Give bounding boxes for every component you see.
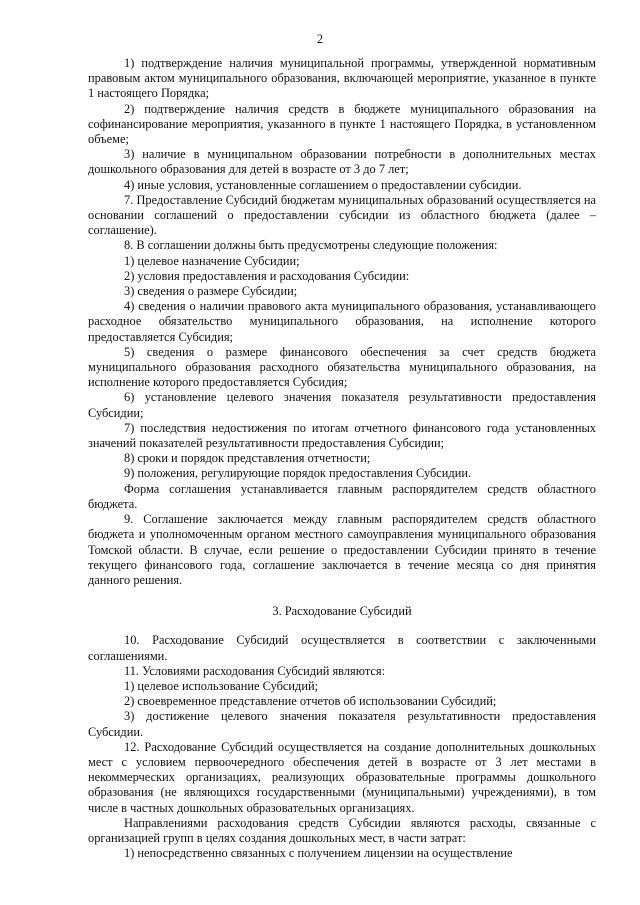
paragraph: 2) условия предоставления и расходования Субсидии: — [124, 268, 410, 283]
paragraph: 3) достижение целевого значения показателя результативности предоставления Субсидии. — [88, 709, 596, 739]
paragraph: 11. Условиями расходования Субсидий являются: — [124, 663, 386, 678]
paragraph: 6) установление целевого значения показателя результативности предоставления Субсидии; — [88, 390, 596, 420]
paragraph: 8. В соглашении должны быть предусмотрены следующие положения: — [124, 238, 498, 253]
document-body — [88, 56, 596, 861]
paragraph: 3) наличие в муниципальном образовании потребности в дополнительных местах дошкольного образования для детей в возрасте от 3 до 7 лет; — [88, 147, 596, 177]
page-number: 2 — [316, 32, 324, 46]
paragraph: 5) сведения о размере финансового обеспечения за счет средств бюджета муниципального образования расходного обязательства муниципального образования, на исполнение которого предоставляется Субсидия; — [88, 344, 596, 390]
paragraph: 7) последствия недостижения по итогам отчетного финансового года установленных значений показателей результативности предоставления Субсидии; — [88, 420, 596, 451]
paragraph: 1) целевое использование Субсидий; — [124, 678, 319, 693]
paragraph: 1) непосредственно связанных с получением лицензии на осуществление — [124, 846, 513, 861]
paragraph: 12. Расходование Субсидий осуществляется на создание дополнительных дошкольных мест с условием первоочередного обеспечения детей в возрасте от 3 лет местами в некоммерческих организациях, реализующих образовательные программы дошкольного образования (не являющихся государственными (муниципальными) учреждениями), в том числе в частных дошкольных образовательных организациях. — [88, 739, 596, 815]
paragraph: 8) сроки и порядок представления отчетности; — [124, 451, 371, 466]
paragraph: Направлениями расходования средств Субсидии являются расходы, связанные с организацией групп в целях создания дошкольных мест, в части затрат: — [88, 815, 596, 845]
paragraph: 4) иные условия, установленные соглашением о предоставлении субсидии. — [124, 177, 522, 192]
paragraph: 1) подтверждение наличия муниципальной программы, утвержденной нормативным правовым актом муниципального образования, включающей мероприятие, указанное в пункте 1 настоящего Порядка; — [88, 56, 596, 101]
paragraph: 7. Предоставление Субсидий бюджетам муниципальных образований осуществляется на основании соглашений о предоставлении субсидии из областного бюджета (далее – соглашение). — [88, 192, 596, 238]
paragraph: Форма соглашения устанавливается главным распорядителем средств областного бюджета. — [88, 481, 596, 511]
paragraph: 2) своевременное представление отчетов об использовании Субсидий; — [124, 694, 497, 709]
paragraph: 3) сведения о размере Субсидии; — [124, 284, 298, 299]
paragraph: 2) подтверждение наличия средств в бюджете муниципального образования на софинансирование мероприятия, указанного в пункте 1 настоящего Порядка, в установленном объеме; — [88, 101, 596, 147]
section-heading: 3. Расходование Субсидий — [272, 604, 412, 619]
paragraph: 9. Соглашение заключается между главным распорядителем средств областного бюджета и уполномоченным органом местного самоуправления муниципального образования Томской области. В случае, если решение о предоставлении Субсидии принято в течение текущего финансового года, соглашение заключается в течение месяца со дня принятия данного решения. — [88, 512, 596, 587]
paragraph: 4) сведения о наличии правового акта муниципального образования, устанавливающего расходное обязательство муниципального образования, на исполнение которого предоставляется Субсидия; — [88, 299, 596, 344]
paragraph: 9) положения, регулирующие порядок предоставления Субсидии. — [124, 466, 472, 481]
paragraph: 10. Расходование Субсидий осуществляется в соответствии с заключенными соглашениями. — [88, 633, 596, 663]
paragraph: 1) целевое назначение Субсидии; — [124, 253, 300, 268]
